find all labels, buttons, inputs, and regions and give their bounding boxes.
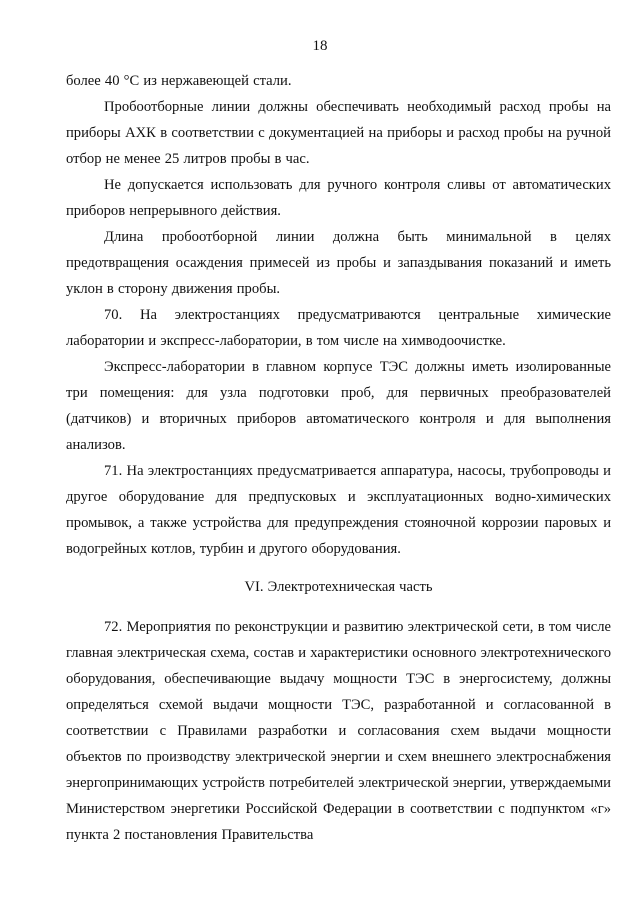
paragraph-sampling-lines: Пробоотборные линии должны обеспечивать необходимый расход пробы на приборы АХК в соответствии с документацией на приборы и расход пробы на ручной отбор не менее 25 литров пробы в час. <box>66 99 611 167</box>
document-body <box>66 68 611 848</box>
paragraph-item-72: 72. Мероприятия по реконструкции и развитию электрической сети, в том числе главная электрическая схема, состав и характеристики основного электротехнического оборудования, обеспечивающие выдачу мощности ТЭС в энергосистему, должны определяться схемой выдачи мощности ТЭС, разработанной и согласованной в соответствии с Правилами разработки и согласования схем выдачи мощности объектов по производству электрической энергии и схем внешнего электроснабжения энергопринимающих устройств потребителей электрической энергии, утверждаемыми Министерством энергетики Российской Федерации в соответствии с подпунктом «г» пункта 2 постановления Правительства <box>66 619 611 843</box>
paragraph-express-labs: Экспресс-лаборатории в главном корпусе ТЭС должны иметь изолированные три помещения: для узла подготовки проб, для первичных преобразователей (датчиков) и вторичных приборов автоматического контроля и для выполнения анализов. <box>66 359 611 453</box>
section-heading: VI. Электротехническая часть <box>244 579 433 595</box>
paragraph-item-70: 70. На электростанциях предусматриваются центральные химические лаборатории и экспресс-лаборатории, в том числе на химводоочистке. <box>66 307 611 349</box>
paragraph-manual-control: Не допускается использовать для ручного контроля сливы от автоматических приборов непрерывного действия. <box>66 177 611 219</box>
paragraph-continuation: более 40 °С из нержавеющей стали. <box>66 73 292 89</box>
paragraph-item-71: 71. На электростанциях предусматривается аппаратура, насосы, трубопроводы и другое оборудование для предпусковых и эксплуатационных водно-химических промывок, а также устройства для предупреждения стояночной коррозии паровых и водогрейных котлов, турбин и другого оборудования. <box>66 463 611 557</box>
paragraph-line-length: Длина пробоотборной линии должна быть минимальной в целях предотвращения осаждения примесей из пробы и запаздывания показаний и иметь уклон в сторону движения пробы. <box>66 229 611 297</box>
page-number: 18 <box>312 38 328 54</box>
